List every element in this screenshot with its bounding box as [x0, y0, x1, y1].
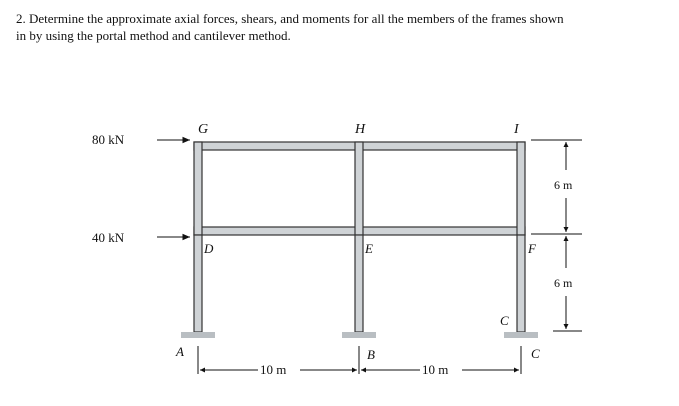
- node-label-G: G: [198, 122, 209, 137]
- node-label-A: A: [176, 344, 184, 359]
- node-label-C-upper: C: [500, 313, 509, 328]
- support-A: [181, 332, 215, 338]
- supports: [181, 332, 538, 338]
- problem-line-1: 2. Determine the approximate axial forces, shears, and moments for all the members of the frames shown: [16, 11, 564, 26]
- load-label-top: 80 kN: [92, 132, 125, 147]
- load-arrows: [157, 140, 190, 237]
- node-label-I: I: [514, 122, 519, 137]
- node-label-C: C: [531, 346, 540, 361]
- span-dimensions: [198, 346, 521, 374]
- column-middle-upper: [355, 142, 363, 235]
- column-right-upper: [517, 142, 525, 235]
- problem-line-2: in by using the portal method and cantilever method.: [16, 28, 291, 43]
- node-label-H: H: [355, 122, 366, 137]
- height-label-2: 6 m: [554, 276, 573, 290]
- column-middle-lower: [355, 235, 363, 332]
- column-left-upper: [194, 142, 202, 235]
- column-left-lower: [194, 235, 202, 332]
- node-label-D: D: [204, 241, 214, 256]
- height-label-1: 6 m: [554, 178, 573, 192]
- node-label-F: F: [528, 241, 536, 256]
- load-label-mid: 40 kN: [92, 230, 125, 245]
- span-label-2: 10 m: [422, 362, 449, 377]
- frame-members: [194, 142, 525, 332]
- node-label-B: B: [367, 347, 375, 362]
- node-label-E: E: [365, 241, 373, 256]
- span-label-1: 10 m: [260, 362, 287, 377]
- height-dimensions: [531, 140, 582, 331]
- support-B: [342, 332, 376, 338]
- support-C: [504, 332, 538, 338]
- column-right-lower: [517, 235, 525, 332]
